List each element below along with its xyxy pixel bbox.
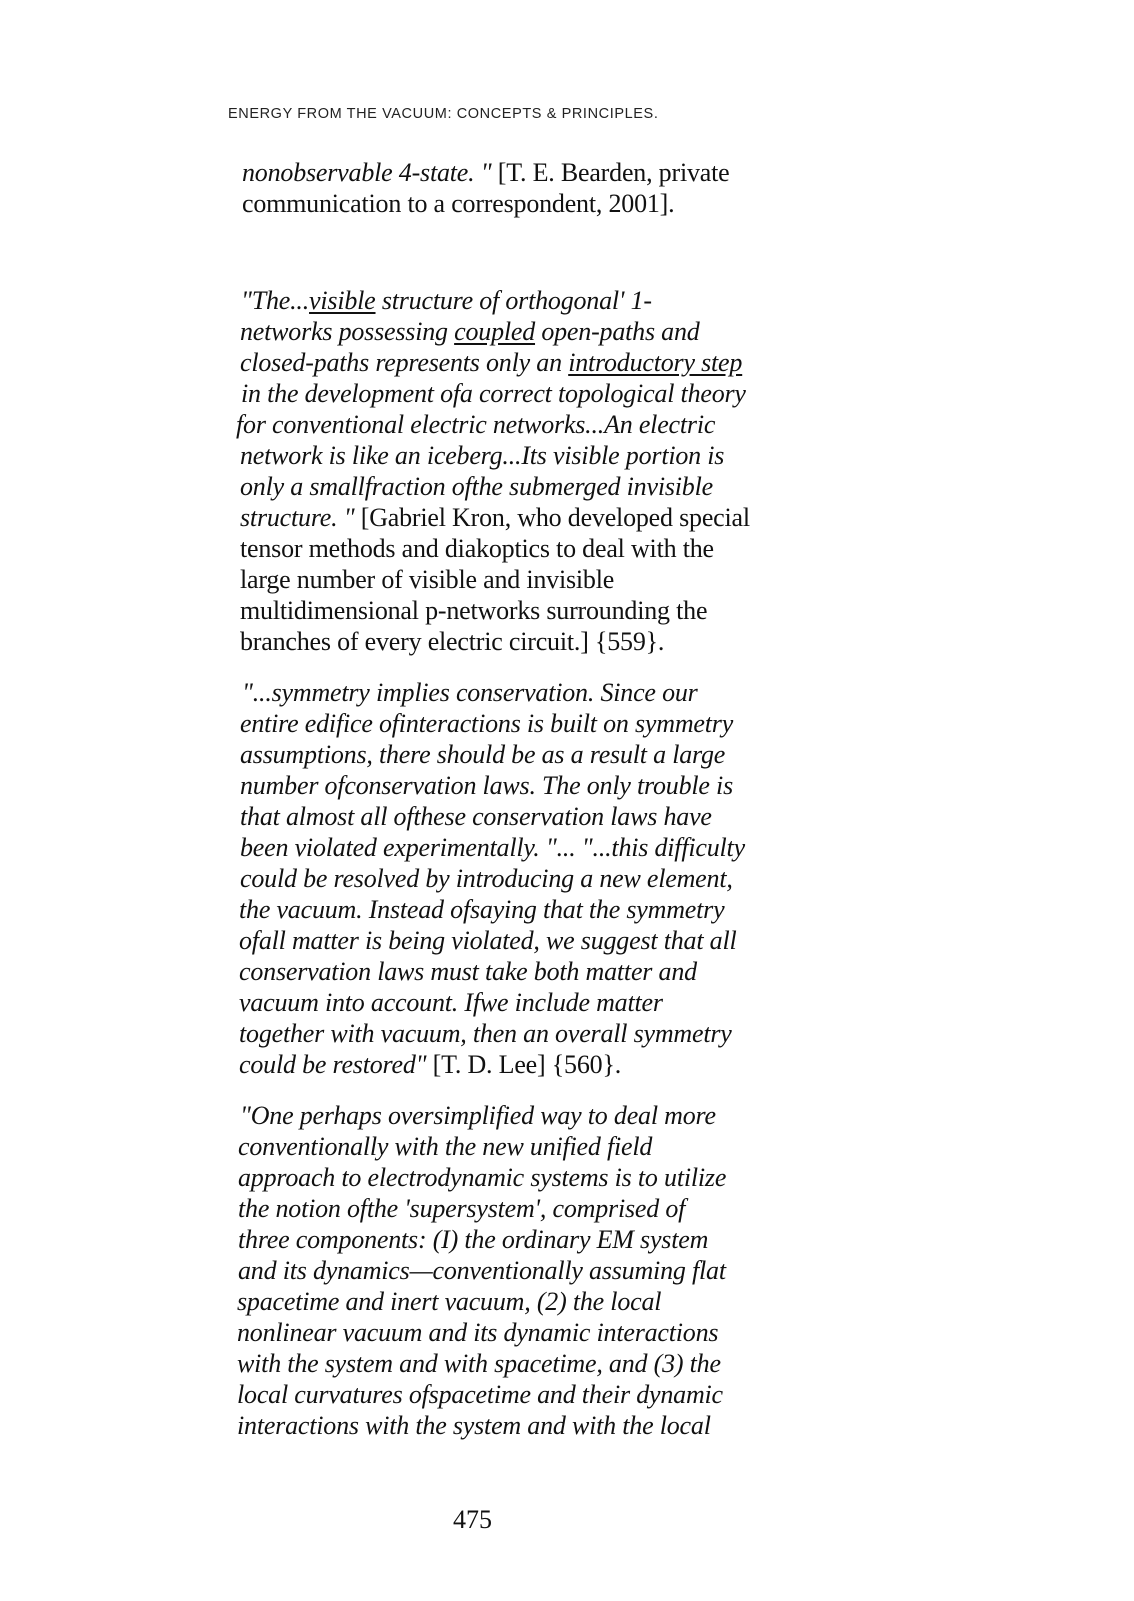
italic-text: nonlinear vacuum and its dynamic interactions: [237, 1318, 719, 1347]
text-line: [240, 740, 725, 770]
text-line: [240, 864, 733, 894]
text-line: [237, 1318, 718, 1348]
roman-text: multidimensional p-networks surrounding the: [240, 596, 708, 625]
italic-text: the notion ofthe 'supersystem', comprised of: [238, 1194, 686, 1223]
text-line: [241, 286, 652, 316]
text-line: [237, 1349, 721, 1379]
italic-text: could be restored": [239, 1050, 427, 1079]
italic-text: the vacuum. Instead ofsaying that the symmetry: [239, 895, 725, 924]
roman-text: large number of visible and invisible: [240, 565, 615, 594]
italic-text: nonobservable 4-state. ": [242, 158, 492, 187]
italic-text: "...symmetry implies conservation. Since our: [242, 678, 698, 707]
italic-text: entire edifice ofinteractions is built on symmetry: [240, 709, 734, 738]
italic-text: three components: (I) the ordinary EM system: [238, 1225, 709, 1254]
text-line: [240, 441, 724, 471]
roman-text: [Gabriel Kron, who developed special: [354, 503, 750, 532]
text-line: [240, 472, 713, 502]
roman-text: [T. D. Lee] {560}.: [426, 1050, 622, 1079]
text-line: [242, 189, 674, 219]
text-line: [239, 1050, 621, 1080]
italic-text: together with vacuum, then an overall symmetry: [239, 1019, 732, 1048]
italic-text: assumptions, there should be as a result a large: [240, 740, 726, 769]
text-line: [240, 534, 714, 564]
text-line: [238, 1256, 726, 1286]
italic-text: structure of orthogonal' 1-: [375, 286, 652, 315]
italic-text: that almost all ofthese conservation laws have: [240, 802, 712, 831]
italic-text: ofall matter is being violated, we suggest that all: [239, 926, 737, 955]
italic-text: with the system and with spacetime, and (3) the: [237, 1349, 721, 1378]
text-line: [239, 895, 724, 925]
italic-text: could be resolved by introducing a new element,: [240, 864, 733, 893]
text-line: [237, 1380, 723, 1410]
roman-text: tensor methods and diakoptics to deal with the: [240, 534, 714, 563]
text-line: [240, 1101, 716, 1131]
italic-text: networks possessing: [240, 317, 455, 346]
italic-text: spacetime and inert vacuum, (2) the local: [237, 1287, 662, 1316]
text-line: [240, 709, 733, 739]
italic-text: open-paths and: [535, 317, 700, 346]
underlined-text: coupled: [454, 317, 536, 346]
italic-text: vacuum into account. Ifwe include matter: [239, 988, 663, 1017]
italic-text: interactions with the system and with the local: [237, 1411, 711, 1440]
italic-text: local curvatures ofspacetime and their dynamic: [237, 1380, 723, 1409]
italic-text: closed-paths represents only an: [240, 348, 569, 377]
text-line: [237, 1287, 661, 1317]
text-line: [242, 678, 698, 708]
italic-text: "One perhaps oversimplified way to deal more: [240, 1101, 716, 1130]
italic-text: only a smallfraction ofthe submerged invisible: [240, 472, 713, 501]
text-line: [238, 1163, 726, 1193]
text-line: [238, 1225, 708, 1255]
page-number: 475: [453, 1505, 492, 1534]
text-line: [240, 627, 664, 657]
text-line: [239, 957, 697, 987]
italic-text: conventionally with the new unified field: [238, 1132, 653, 1161]
roman-text: communication to a correspondent, 2001].: [242, 189, 675, 218]
italic-text: network is like an iceberg...Its visible portion is: [240, 441, 725, 470]
text-line: [239, 988, 663, 1018]
running-head: ENERGY FROM THE VACUUM: CONCEPTS & PRINCIPLES.: [228, 106, 659, 122]
text-line: [241, 379, 746, 409]
text-line: [239, 926, 737, 956]
italic-text: structure. ": [240, 503, 355, 532]
roman-text: [T. E. Bearden, private: [491, 158, 730, 187]
italic-text: approach to electrodynamic systems is to utilize: [238, 1163, 727, 1192]
text-line: [240, 833, 745, 863]
text-line: [238, 1132, 652, 1162]
italic-text: in the development ofa correct topological theory: [241, 379, 746, 408]
text-line: [240, 348, 742, 378]
text-line: [240, 802, 712, 832]
text-line: [240, 771, 733, 801]
italic-text: for conventional electric networks...An electric: [236, 410, 716, 439]
italic-text: conservation laws must take both matter and: [239, 957, 697, 986]
italic-text: been violated experimentally. "... "...this difficulty: [240, 833, 745, 862]
underlined-text: visible: [309, 286, 376, 315]
text-line: [237, 1411, 711, 1441]
italic-text: and its dynamics—conventionally assuming flat: [238, 1256, 726, 1285]
text-line: [240, 317, 700, 347]
text-line: [240, 565, 614, 595]
italic-text: "The...: [241, 286, 310, 315]
text-line: [239, 1019, 732, 1049]
text-line: [240, 596, 707, 626]
underlined-text: introductory step: [568, 348, 743, 377]
text-line: [238, 1194, 685, 1224]
text-line: [242, 158, 729, 188]
text-line: [236, 410, 715, 440]
italic-text: number ofconservation laws. The only trouble is: [240, 771, 733, 800]
roman-text: branches of every electric circuit.] {559}.: [240, 627, 665, 656]
text-line: [240, 503, 750, 533]
